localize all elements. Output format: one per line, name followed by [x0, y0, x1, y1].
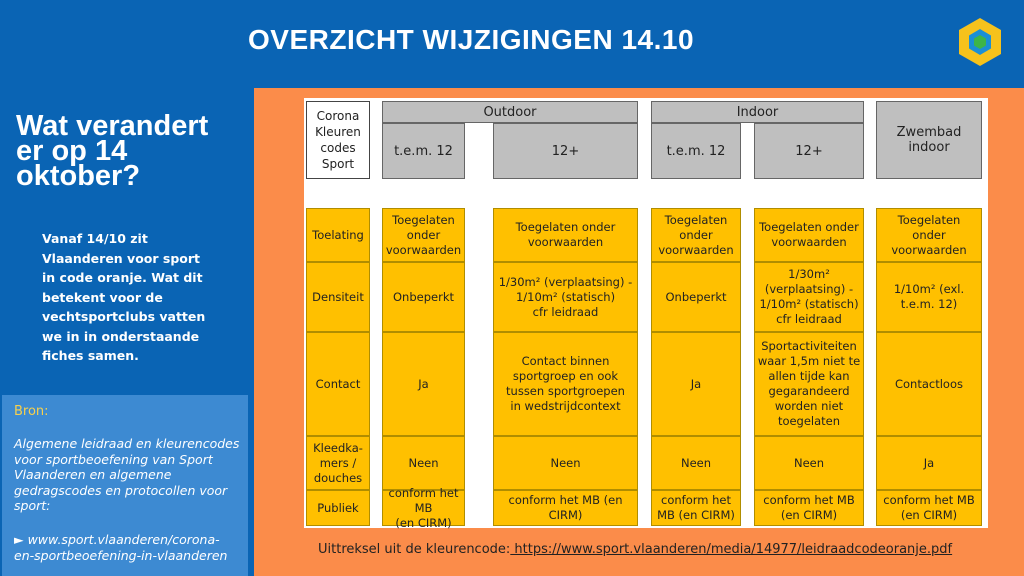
cell-line: mers / — [319, 455, 357, 470]
column-header-indoor-12plus: 12+ — [754, 123, 864, 179]
table-cell — [754, 208, 864, 262]
intro-line: Vanaf 14/10 zit — [42, 231, 148, 246]
column-header-indoor-tem12: t.e.m. 12 — [651, 123, 741, 179]
cell-line: voorwaarden — [658, 242, 734, 257]
cell-line: worden niet — [774, 399, 844, 413]
cell-line: Onbeperkt — [665, 289, 727, 304]
table-cell — [651, 208, 741, 262]
table-cell — [493, 332, 638, 436]
corner-line: Corona — [316, 109, 360, 123]
row-label-cell — [306, 490, 370, 526]
cell-line: 1/10m² (statisch) — [515, 289, 616, 304]
cell-line: Neen — [680, 455, 712, 470]
section-heading — [16, 110, 246, 192]
table-cell — [382, 436, 465, 490]
cell-line: Ja — [418, 376, 429, 391]
table-cell — [493, 208, 638, 262]
cell-line: onder — [679, 227, 713, 242]
column-header-zwembad — [876, 101, 982, 179]
table-cell — [493, 490, 638, 526]
cell-line: Toelating — [312, 227, 364, 242]
group-header-outdoor: Outdoor — [382, 101, 638, 123]
cell-line: Toegelaten — [897, 212, 961, 227]
cell-line: allen tijde kan — [768, 369, 850, 383]
page-title: OVERZICHT WIJZIGINGEN 14.10 — [248, 24, 695, 55]
table-corner-cell — [306, 101, 370, 179]
table-cell — [651, 490, 741, 526]
source-link-line[interactable]: ► www.sport.vlaanderen/corona- — [14, 532, 220, 547]
table-cell — [651, 262, 741, 332]
cell-line: Ja — [690, 376, 702, 391]
row-label-cell — [306, 332, 370, 436]
cell-line: onder — [912, 227, 946, 242]
cell-line: toegelaten — [777, 414, 841, 428]
cell-line: Publiek — [317, 500, 359, 515]
zwembad-line: indoor — [908, 140, 950, 155]
table-cell — [382, 208, 465, 262]
table-cell — [382, 262, 465, 332]
cell-line: cfr leidraad — [532, 304, 599, 319]
cell-line: 1/10m² (exl. — [893, 282, 965, 296]
cell-line: Sportactiviteiten — [761, 339, 857, 353]
table-cell — [876, 332, 982, 436]
intro-line: vechtsportclubs vatten — [42, 309, 206, 324]
intro-line: betekent voor de — [42, 289, 163, 305]
cell-line: conform het MB — [763, 493, 855, 507]
cell-line: Densiteit — [312, 289, 364, 304]
cell-line: voorwaarden — [385, 242, 462, 257]
hexagon-logo-icon — [956, 16, 1004, 68]
cell-line: Neen — [793, 455, 825, 470]
corner-line: Sport — [321, 157, 355, 171]
cell-line: douches — [313, 470, 363, 485]
caption — [318, 542, 952, 557]
cell-line: (en CIRM) — [395, 515, 452, 530]
cell-line: Contactloos — [894, 376, 963, 391]
table-cell — [754, 436, 864, 490]
cell-line: (en CIRM) — [900, 508, 958, 522]
table-cell — [651, 332, 741, 436]
cell-line: 1/30m² — [788, 267, 830, 281]
cell-line: cfr leidraad — [776, 312, 842, 326]
intro-line: fiches samen. — [42, 348, 139, 363]
table-cell — [876, 262, 982, 332]
cell-line: Toegelaten — [392, 212, 455, 227]
cell-line: Onbeperkt — [393, 289, 454, 304]
zwembad-line: Zwembad — [896, 125, 962, 140]
source-line: gedragscodes en protocollen voor — [14, 482, 228, 498]
source-text — [14, 436, 240, 514]
cell-line: voorwaarden — [527, 235, 604, 249]
cell-line: Contact binnen — [521, 354, 610, 368]
table-cell — [876, 436, 982, 490]
cell-line: sportgroep en ook — [512, 369, 619, 383]
cell-line: voorwaarden — [891, 242, 967, 257]
cell-line: CIRM) — [548, 508, 583, 522]
table-cell — [754, 262, 864, 332]
cell-line: tussen sportgroepen — [506, 384, 625, 398]
heading-line: Wat verandert — [16, 110, 209, 142]
cell-line: Ja — [923, 455, 935, 470]
corner-line: Kleuren — [315, 125, 361, 139]
intro-line: Vlaanderen voor sport — [42, 250, 201, 266]
cell-line: 1/10m² (statisch) — [759, 297, 859, 311]
column-header-outdoor-12plus: 12+ — [493, 123, 638, 179]
cell-line: Toegelaten onder — [515, 220, 616, 234]
table-cell — [876, 490, 982, 526]
cell-line: (verplaatsing) - — [764, 282, 854, 296]
cell-line: Toegelaten onder — [759, 220, 859, 234]
source-line: Vlaanderen en algemene — [14, 467, 172, 483]
cell-line: Kleedka- — [313, 440, 363, 455]
cell-line: Toegelaten — [664, 212, 728, 227]
cell-line: Neen — [550, 455, 581, 470]
intro-line: in code oranje. Wat dit — [42, 270, 203, 285]
row-label-cell — [306, 208, 370, 262]
table-cell — [754, 332, 864, 436]
table-cell — [493, 436, 638, 490]
cell-line: waar 1,5m niet te — [757, 354, 861, 368]
cell-line: conform het — [661, 493, 731, 507]
corner-line: codes — [320, 141, 356, 155]
row-label-cell — [306, 262, 370, 332]
cell-line: voorwaarden — [771, 235, 847, 249]
cell-line: onder — [406, 227, 441, 242]
source-line: sport: — [14, 498, 51, 514]
cell-line: (en CIRM) — [780, 508, 838, 522]
source-line: voor sportbeoefening van Sport — [14, 451, 213, 467]
heading-line: oktober? — [16, 160, 141, 192]
caption-prefix: Uittreksel uit de kleurencode: — [318, 542, 511, 557]
intro-text — [42, 229, 222, 366]
row-label-cell — [306, 436, 370, 490]
cell-line: Neen — [408, 455, 439, 470]
group-header-indoor: Indoor — [651, 101, 864, 123]
source-label: Bron: — [14, 404, 49, 419]
cell-line: conform het MB (en — [508, 493, 623, 507]
source-link[interactable] — [14, 532, 240, 563]
table-cell — [876, 208, 982, 262]
table-cell — [382, 332, 465, 436]
cell-line: MB (en CIRM) — [657, 508, 735, 522]
source-link-line[interactable]: en-sportbeoefening-in-vlaanderen — [14, 547, 228, 563]
cell-line: conform het MB — [883, 493, 975, 507]
cell-line: t.e.m. 12) — [900, 297, 958, 311]
cell-line: gegarandeerd — [768, 384, 850, 398]
source-line: Algemene leidraad en kleurencodes — [14, 436, 240, 451]
cell-line: 1/30m² (verplaatsing) - — [498, 274, 633, 289]
table-cell — [754, 490, 864, 526]
table-cell — [382, 485, 465, 530]
intro-line: we in in onderstaande — [42, 328, 200, 344]
cell-line: conform het MB — [388, 485, 459, 515]
caption-link[interactable]: https://www.sport.vlaanderen/media/14977/leidraadcodeoranje.pdf — [510, 542, 953, 557]
cell-line: Contact — [315, 376, 361, 391]
table-cell — [651, 436, 741, 490]
table-cell — [493, 262, 638, 332]
column-header-outdoor-tem12: t.e.m. 12 — [382, 123, 465, 179]
heading-line: er op 14 — [16, 135, 128, 167]
cell-line: in wedstrijdcontext — [510, 399, 621, 413]
